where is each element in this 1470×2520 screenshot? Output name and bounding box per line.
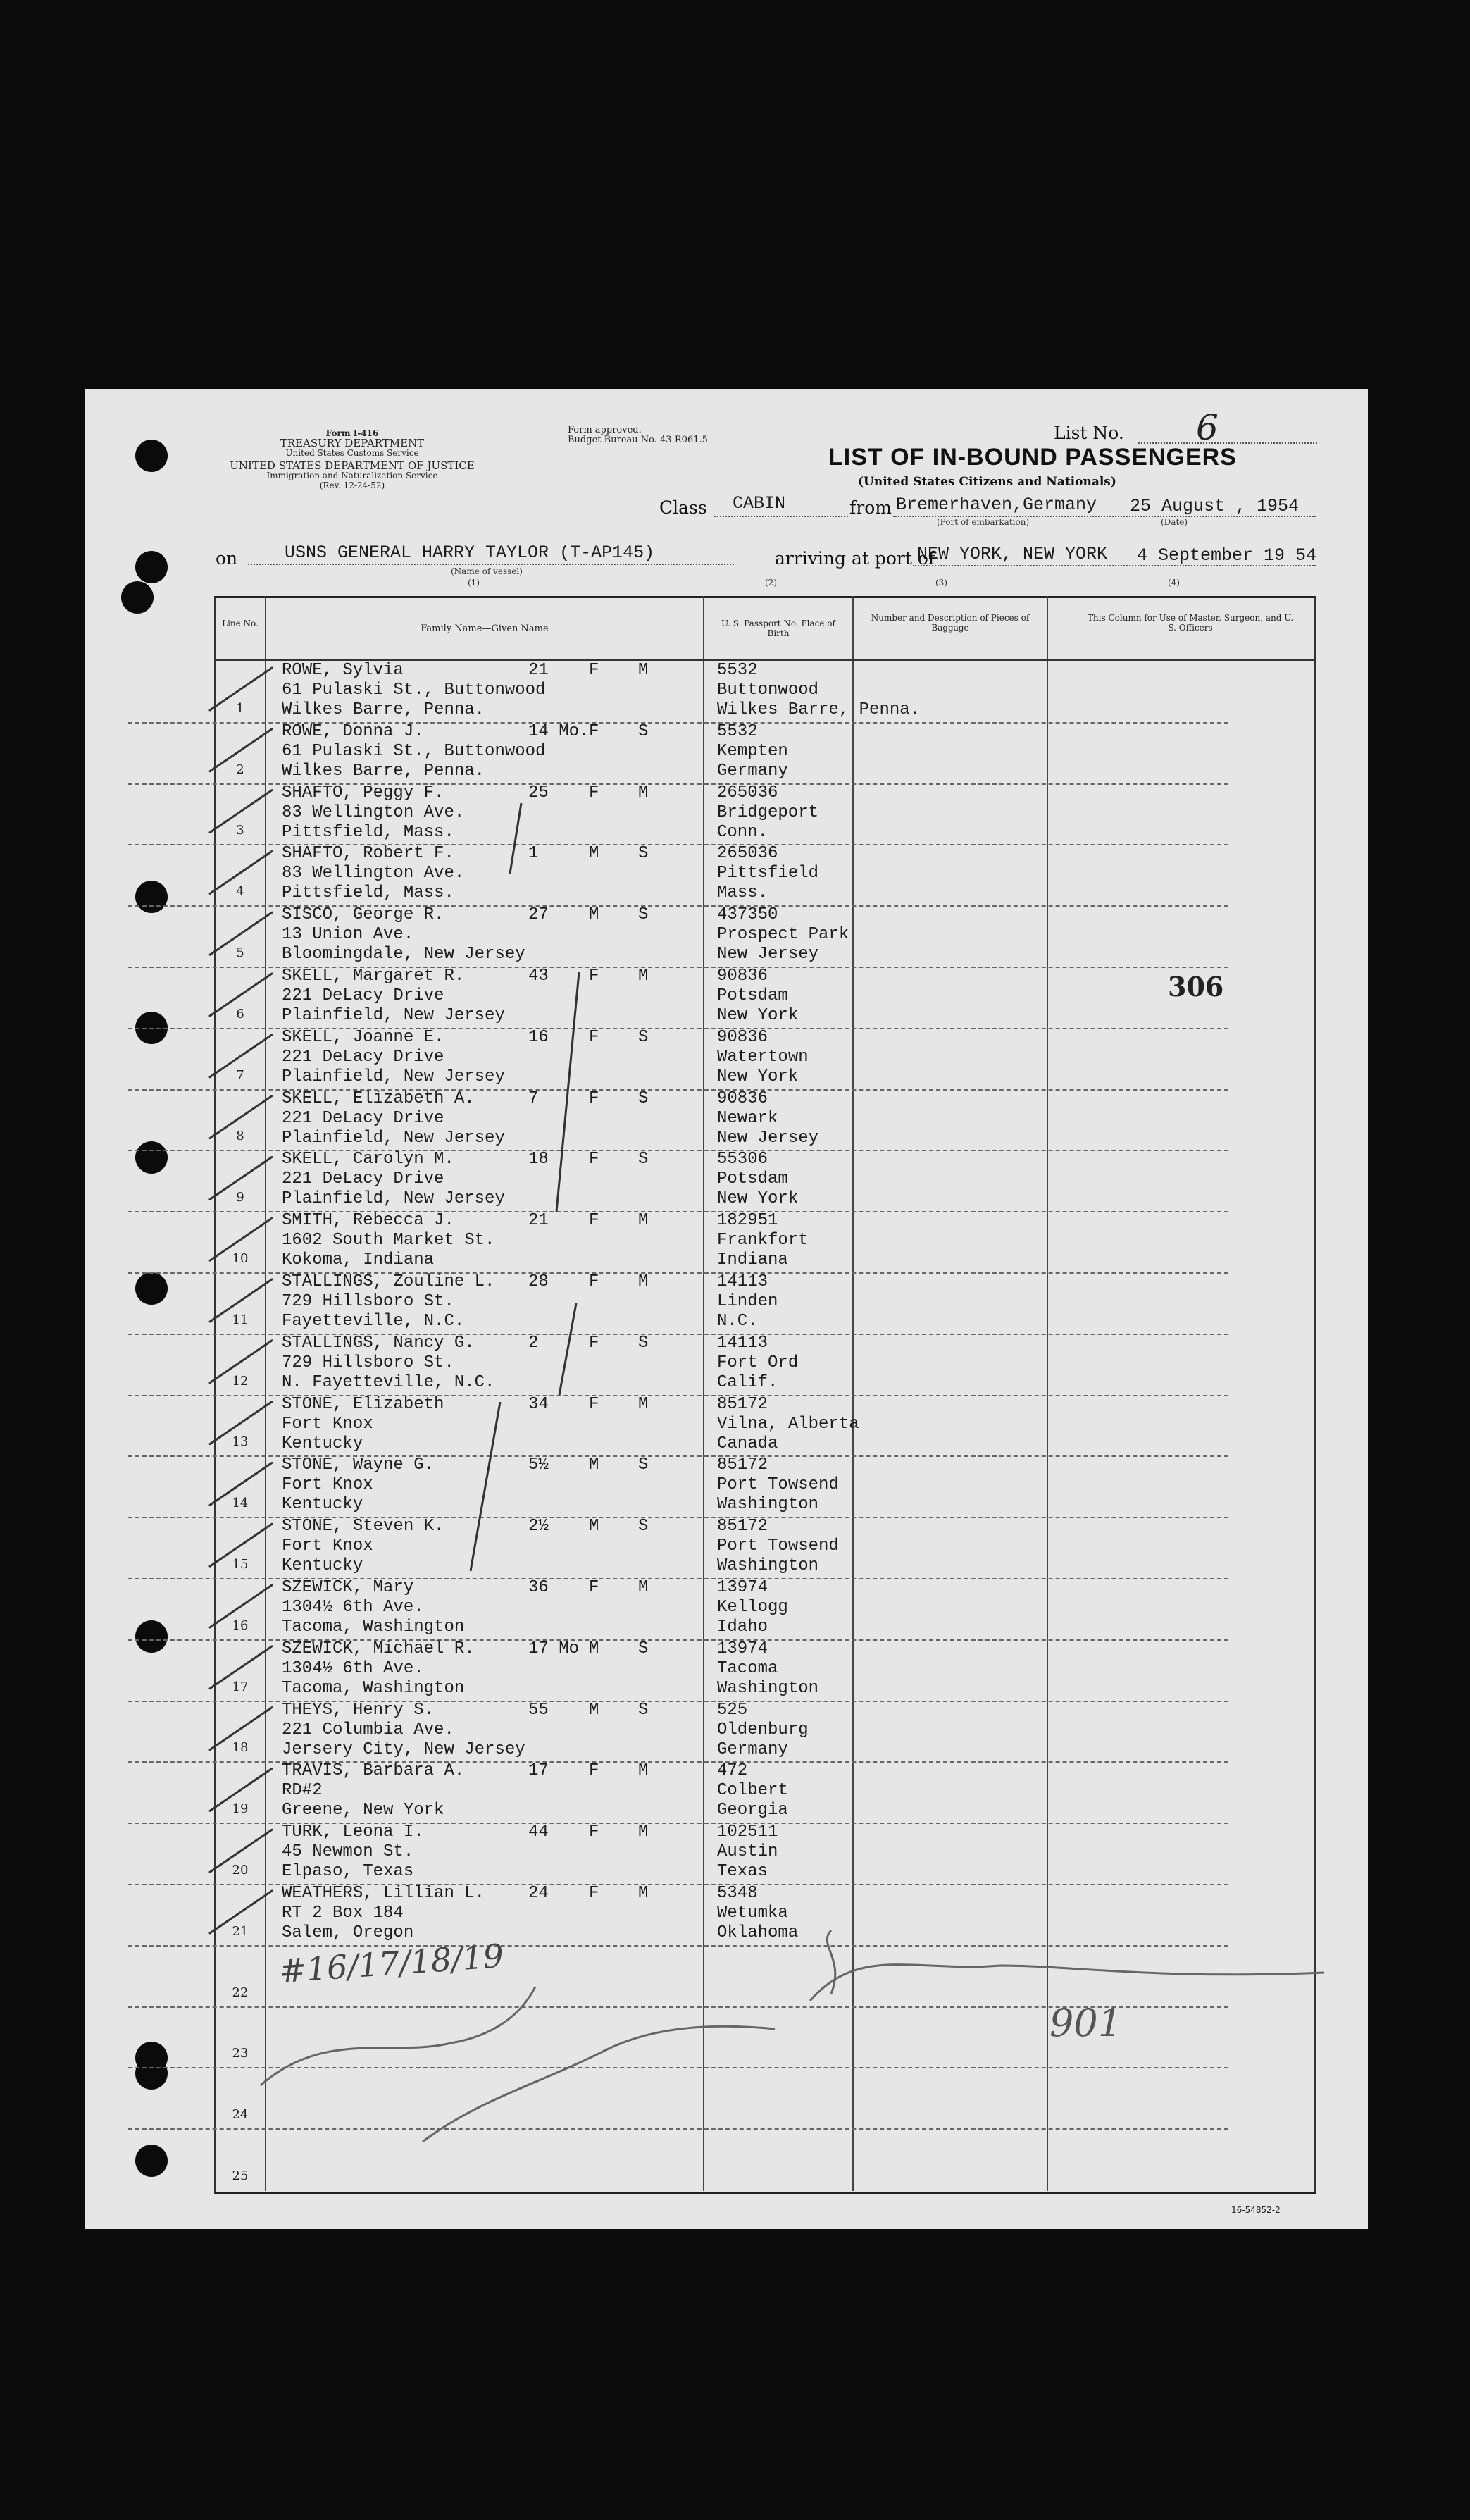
passenger-name: SMITH, Rebecca J. bbox=[282, 1211, 454, 1231]
passenger-age: 17 Mo bbox=[528, 1639, 580, 1658]
birthplace-2: Indiana bbox=[717, 1250, 788, 1270]
birthplace-2: Texas bbox=[717, 1862, 768, 1882]
signature-scrawl bbox=[423, 2026, 775, 2142]
check-mark bbox=[210, 668, 272, 710]
passenger-address-1: 13 Union Ave. bbox=[282, 925, 414, 945]
passport-number: 13974 bbox=[717, 1639, 768, 1658]
passenger-address-1: 61 Pulaski St., Buttonwood bbox=[282, 741, 546, 761]
passenger-age: 1 bbox=[528, 844, 539, 864]
passenger-age: 27 bbox=[528, 905, 549, 925]
line-number: 7 bbox=[236, 1067, 244, 1083]
birthplace-1: Colbert bbox=[717, 1781, 788, 1801]
date-caption: (Date) bbox=[1161, 517, 1188, 527]
passenger-address-2: Kentucky bbox=[282, 1434, 363, 1453]
birthplace-1: Watertown bbox=[717, 1047, 809, 1067]
passenger-address-1: RD#2 bbox=[282, 1781, 323, 1801]
birthplace-2: N.C. bbox=[717, 1312, 758, 1331]
check-mark bbox=[210, 1708, 272, 1750]
check-mark bbox=[210, 1524, 272, 1566]
justice-dept: UNITED STATES DEPARTMENT OF JUSTICE bbox=[230, 459, 475, 472]
passenger-marital: M bbox=[638, 783, 649, 802]
passenger-sex: F bbox=[589, 1823, 599, 1842]
check-mark bbox=[210, 1830, 272, 1872]
passenger-address-1: 221 DeLacy Drive bbox=[282, 1169, 444, 1189]
line-number: 5 bbox=[236, 945, 244, 960]
passenger-address-1: 45 Newmon St. bbox=[282, 1842, 414, 1862]
passport-number: 55306 bbox=[717, 1150, 768, 1169]
from-label: from bbox=[849, 497, 892, 518]
vessel-caption: (Name of vessel) bbox=[451, 566, 523, 576]
passenger-sex: M bbox=[589, 844, 599, 864]
arriving-label: arriving at port of bbox=[775, 548, 935, 569]
line-number: 8 bbox=[236, 1129, 244, 1144]
passenger-marital: S bbox=[638, 1517, 649, 1537]
birthplace-1: Prospect Park bbox=[717, 925, 849, 945]
bracket-mark bbox=[559, 1303, 576, 1395]
birthplace-2: Conn. bbox=[717, 822, 768, 842]
passenger-address-2: Wilkes Barre, Penna. bbox=[282, 700, 485, 719]
check-mark bbox=[210, 1341, 272, 1383]
passenger-age: 44 bbox=[528, 1823, 549, 1842]
passenger-name: SKELL, Joanne E. bbox=[282, 1027, 444, 1047]
col-header-passport: U. S. Passport No. Place of Birth bbox=[721, 619, 835, 638]
birthplace-2: Germany bbox=[717, 1739, 788, 1759]
line-number: 15 bbox=[232, 1557, 249, 1572]
birthplace-1: Potsdam bbox=[717, 1169, 788, 1189]
passport-number: 90836 bbox=[717, 1088, 768, 1108]
vessel-name: USNS GENERAL HARRY TAYLOR (T-AP145) bbox=[285, 542, 655, 563]
passenger-name: STONE, Elizabeth bbox=[282, 1394, 444, 1414]
passenger-sex: M bbox=[589, 1455, 599, 1475]
passenger-address-2: Jersery City, New Jersey bbox=[282, 1739, 525, 1759]
passenger-sex: F bbox=[589, 1027, 599, 1047]
passenger-age: 2 bbox=[528, 1333, 539, 1353]
passenger-sex: F bbox=[589, 783, 599, 802]
passenger-address-1: Fort Knox bbox=[282, 1414, 373, 1434]
passenger-address-2: Kokoma, Indiana bbox=[282, 1250, 435, 1270]
line-number: 17 bbox=[232, 1679, 249, 1694]
line-number: 16 bbox=[232, 1618, 249, 1633]
passenger-address-2: Plainfield, New Jersey bbox=[282, 1128, 505, 1148]
col4-num: (4) bbox=[1168, 578, 1180, 588]
budget-bureau: Budget Bureau No. 43-R061.5 bbox=[568, 435, 708, 445]
signature-scrawl bbox=[810, 1965, 1324, 2001]
class-label: Class bbox=[659, 497, 707, 518]
line-number: 14 bbox=[232, 1496, 249, 1511]
passenger-address-2: Plainfield, New Jersey bbox=[282, 1006, 505, 1025]
birthplace-1: Buttonwood bbox=[717, 681, 819, 700]
birthplace-1: Wetumka bbox=[717, 1904, 788, 1923]
passenger-age: 7 bbox=[528, 1088, 539, 1108]
passenger-age: 14 Mo. bbox=[528, 721, 590, 741]
birthplace-2: New Jersey bbox=[717, 1128, 819, 1148]
passenger-address-1: 221 DeLacy Drive bbox=[282, 1108, 444, 1128]
passenger-marital: S bbox=[638, 721, 649, 741]
check-mark bbox=[210, 851, 272, 893]
passenger-address-1: RT 2 Box 184 bbox=[282, 1904, 404, 1923]
handwritten-code: 901 bbox=[1049, 2001, 1123, 2045]
line-number: 25 bbox=[232, 2168, 249, 2183]
passenger-address-1: 61 Pulaski St., Buttonwood bbox=[282, 681, 546, 700]
col2-num: (2) bbox=[765, 578, 777, 588]
check-mark bbox=[210, 790, 272, 833]
check-mark bbox=[210, 1096, 272, 1138]
passenger-name: THEYS, Henry S. bbox=[282, 1700, 435, 1720]
passenger-marital: M bbox=[638, 1578, 649, 1597]
form-approved: Form approved. bbox=[568, 425, 642, 435]
handwritten-line-note: #16/17/18/19 bbox=[278, 1936, 505, 1991]
arrival-date: 4 September 19 54 bbox=[1137, 545, 1317, 566]
col-header-baggage: Number and Description of Pieces of Baggage bbox=[871, 613, 1030, 633]
birthplace-1: Vilna, Alberta bbox=[717, 1414, 859, 1434]
line-number: 4 bbox=[236, 884, 244, 900]
passenger-name: SZEWICK, Michael R. bbox=[282, 1639, 475, 1658]
passenger-age: 55 bbox=[528, 1700, 549, 1720]
passport-number: 265036 bbox=[717, 844, 778, 864]
col-header-name: Family Name—Given Name bbox=[421, 623, 549, 634]
passenger-sex: M bbox=[589, 1700, 599, 1720]
birthplace-2: New York bbox=[717, 1067, 799, 1086]
passenger-age: 2½ bbox=[528, 1517, 549, 1537]
passport-number: 85172 bbox=[717, 1517, 768, 1537]
passport-number: 13974 bbox=[717, 1578, 768, 1597]
passenger-address-2: Bloomingdale, New Jersey bbox=[282, 945, 525, 964]
passenger-marital: S bbox=[638, 1700, 649, 1720]
line-number: 12 bbox=[232, 1373, 249, 1389]
passenger-name: SKELL, Carolyn M. bbox=[282, 1150, 454, 1169]
passenger-marital: M bbox=[638, 1211, 649, 1231]
treasury-dept: TREASURY DEPARTMENT bbox=[280, 437, 425, 449]
passenger-marital: M bbox=[638, 661, 649, 680]
passenger-address-1: 83 Wellington Ave. bbox=[282, 802, 465, 822]
arrival-port: NEW YORK, NEW YORK bbox=[917, 544, 1108, 564]
from-value: Bremerhaven,Germany bbox=[896, 495, 1097, 515]
class-value: CABIN bbox=[733, 493, 786, 514]
birthplace-2: Mass. bbox=[717, 883, 768, 903]
birthplace-1: Potsdam bbox=[717, 986, 788, 1005]
passport-number: 437350 bbox=[717, 905, 778, 925]
passenger-address-1: 1602 South Market St. bbox=[282, 1231, 495, 1250]
passenger-marital: S bbox=[638, 1027, 649, 1047]
line-number: 22 bbox=[232, 1985, 249, 2000]
footer-code: 16-54852-2 bbox=[1231, 2205, 1281, 2215]
port-caption: (Port of embarkation) bbox=[937, 517, 1030, 527]
passenger-address-2: Kentucky bbox=[282, 1495, 363, 1515]
birthplace-1: Port Towsend bbox=[717, 1537, 839, 1556]
birthplace-2: Idaho bbox=[717, 1618, 768, 1637]
line-number: 21 bbox=[232, 1923, 249, 1939]
passport-number: 5532 bbox=[717, 661, 758, 680]
passport-number: 14113 bbox=[717, 1272, 768, 1291]
passenger-sex: F bbox=[589, 1578, 599, 1597]
passport-number: 90836 bbox=[717, 967, 768, 986]
passenger-name: STONE, Wayne G. bbox=[282, 1455, 435, 1475]
passenger-sex: F bbox=[589, 1394, 599, 1414]
birthplace-1: Linden bbox=[717, 1292, 778, 1311]
passenger-name: WEATHERS, Lillian L. bbox=[282, 1884, 485, 1903]
passenger-sex: F bbox=[589, 1150, 599, 1169]
check-mark bbox=[210, 1891, 272, 1933]
check-mark bbox=[210, 1646, 272, 1689]
col1-num: (1) bbox=[468, 578, 480, 588]
list-no-value: 6 bbox=[1196, 407, 1219, 448]
passenger-sex: F bbox=[589, 1884, 599, 1903]
passenger-address-2: Salem, Oregon bbox=[282, 1923, 414, 1942]
stamp-number: 306 bbox=[1168, 971, 1224, 1003]
passenger-address-1: 729 Hillsboro St. bbox=[282, 1292, 454, 1311]
bracket-mark bbox=[471, 1402, 500, 1571]
passenger-address-1: 83 Wellington Ave. bbox=[282, 864, 465, 883]
passenger-age: 36 bbox=[528, 1578, 549, 1597]
passenger-age: 18 bbox=[528, 1150, 549, 1169]
ins-service: Immigration and Naturalization Service bbox=[266, 471, 438, 480]
birthplace-2: New Jersey bbox=[717, 945, 819, 964]
passport-number: 182951 bbox=[717, 1211, 778, 1231]
page-title: LIST OF IN-BOUND PASSENGERS bbox=[828, 444, 1237, 471]
birthplace-2: Georgia bbox=[717, 1801, 788, 1820]
birthplace-1: Austin bbox=[717, 1842, 778, 1862]
bracket-mark bbox=[510, 803, 521, 874]
passenger-sex: F bbox=[589, 1211, 599, 1231]
birthplace-2: New York bbox=[717, 1006, 799, 1025]
passenger-marital: M bbox=[638, 967, 649, 986]
signature-scrawl bbox=[261, 1987, 535, 2085]
passenger-age: 5½ bbox=[528, 1455, 549, 1475]
birthplace-1: Pittsfield bbox=[717, 864, 819, 883]
passenger-address-1: Fort Knox bbox=[282, 1475, 373, 1495]
list-no-label: List No. bbox=[1054, 423, 1124, 443]
passenger-name: SKELL, Elizabeth A. bbox=[282, 1088, 475, 1108]
passenger-address-1: 1304½ 6th Ave. bbox=[282, 1658, 424, 1678]
passenger-sex: F bbox=[589, 1088, 599, 1108]
birthplace-2: Washington bbox=[717, 1556, 819, 1576]
check-mark bbox=[210, 1218, 272, 1260]
passenger-sex: F bbox=[589, 967, 599, 986]
passenger-address-2: Tacoma, Washington bbox=[282, 1618, 465, 1637]
passenger-address-1: 221 DeLacy Drive bbox=[282, 986, 444, 1005]
line-number: 2 bbox=[236, 762, 244, 777]
line-number: 13 bbox=[232, 1434, 249, 1450]
birthplace-2: Canada bbox=[717, 1434, 778, 1453]
passenger-marital: S bbox=[638, 1455, 649, 1475]
passenger-address-2: Plainfield, New Jersey bbox=[282, 1189, 505, 1209]
passenger-age: 34 bbox=[528, 1394, 549, 1414]
passenger-age: 25 bbox=[528, 783, 549, 802]
passenger-name: STONE, Steven K. bbox=[282, 1517, 444, 1537]
passport-number: 90836 bbox=[717, 1027, 768, 1047]
passenger-age: 24 bbox=[528, 1884, 549, 1903]
line-number: 6 bbox=[236, 1006, 244, 1022]
passenger-name: SHAFTO, Peggy F. bbox=[282, 783, 444, 802]
passport-number: 14113 bbox=[717, 1333, 768, 1353]
passenger-name: SHAFTO, Robert F. bbox=[282, 844, 454, 864]
birthplace-2: Oklahoma bbox=[717, 1923, 799, 1942]
birthplace-2: New York bbox=[717, 1189, 799, 1209]
passenger-marital: S bbox=[638, 1088, 649, 1108]
passenger-sex: F bbox=[589, 721, 599, 741]
line-number: 23 bbox=[232, 2046, 249, 2061]
birthplace-1: Bridgeport bbox=[717, 802, 819, 822]
passenger-age: 43 bbox=[528, 967, 549, 986]
passenger-address-2: N. Fayetteville, N.C. bbox=[282, 1372, 495, 1392]
birthplace-2: Washington bbox=[717, 1495, 819, 1515]
passenger-address-2: Pittsfield, Mass. bbox=[282, 883, 454, 903]
passenger-sex: M bbox=[589, 1639, 599, 1658]
line-number: 19 bbox=[232, 1801, 249, 1817]
passport-number: 265036 bbox=[717, 783, 778, 802]
passenger-address-1: 729 Hillsboro St. bbox=[282, 1353, 454, 1372]
passenger-sex: F bbox=[589, 1272, 599, 1291]
passenger-name: ROWE, Donna J. bbox=[282, 721, 424, 741]
birthplace-2: Germany bbox=[717, 761, 788, 781]
line-number: 24 bbox=[232, 2107, 249, 2123]
passenger-address-2: Fayetteville, N.C. bbox=[282, 1312, 465, 1331]
passenger-address-2: Kentucky bbox=[282, 1556, 363, 1576]
passenger-sex: M bbox=[589, 1517, 599, 1537]
birthplace-1: Kellogg bbox=[717, 1598, 788, 1617]
line-number: 18 bbox=[232, 1740, 249, 1756]
check-mark bbox=[210, 974, 272, 1016]
passport-number: 525 bbox=[717, 1700, 748, 1720]
check-mark bbox=[210, 1402, 272, 1444]
passenger-marital: S bbox=[638, 1150, 649, 1169]
passenger-age: 16 bbox=[528, 1027, 549, 1047]
passenger-marital: S bbox=[638, 844, 649, 864]
passenger-marital: M bbox=[638, 1272, 649, 1291]
line-number: 1 bbox=[236, 700, 244, 716]
check-mark bbox=[210, 1463, 272, 1505]
passenger-name: TRAVIS, Barbara A. bbox=[282, 1761, 465, 1781]
passenger-address-1: Fort Knox bbox=[282, 1537, 373, 1556]
passenger-marital: M bbox=[638, 1761, 649, 1781]
birthplace-1: Frankfort bbox=[717, 1231, 809, 1250]
revision: (Rev. 12-24-52) bbox=[319, 480, 385, 490]
passenger-name: SKELL, Margaret R. bbox=[282, 967, 465, 986]
passenger-address-1: 1304½ 6th Ave. bbox=[282, 1598, 424, 1617]
form-number: Form I-416 bbox=[325, 428, 379, 438]
passenger-name: STALLINGS, Zouline L. bbox=[282, 1272, 495, 1291]
passenger-marital: M bbox=[638, 1884, 649, 1903]
passenger-age: 17 bbox=[528, 1761, 549, 1781]
passenger-address-2: Tacoma, Washington bbox=[282, 1678, 465, 1698]
passenger-age: 21 bbox=[528, 1211, 549, 1231]
customs-service: United States Customs Service bbox=[285, 448, 419, 458]
passenger-marital: M bbox=[638, 1823, 649, 1842]
check-mark bbox=[210, 1279, 272, 1322]
passenger-address-2: Elpaso, Texas bbox=[282, 1862, 414, 1882]
passport-number: 5348 bbox=[717, 1884, 758, 1903]
passport-number: 102511 bbox=[717, 1823, 778, 1842]
line-number: 11 bbox=[232, 1312, 249, 1327]
passenger-name: TURK, Leona I. bbox=[282, 1823, 424, 1842]
passenger-marital: S bbox=[638, 1639, 649, 1658]
birthplace-1: Oldenburg bbox=[717, 1720, 809, 1739]
check-mark bbox=[210, 1585, 272, 1627]
passenger-address-2: Plainfield, New Jersey bbox=[282, 1067, 505, 1086]
bracket-mark bbox=[556, 972, 579, 1212]
passenger-marital: S bbox=[638, 905, 649, 925]
page-subtitle: (United States Citizens and Nationals) bbox=[858, 475, 1116, 489]
passenger-sex: F bbox=[589, 661, 599, 680]
passport-number: 472 bbox=[717, 1761, 748, 1781]
passenger-name: STALLINGS, Nancy G. bbox=[282, 1333, 475, 1353]
passport-number: 5532 bbox=[717, 721, 758, 741]
passenger-age: 28 bbox=[528, 1272, 549, 1291]
line-number: 3 bbox=[236, 823, 244, 838]
passenger-address-1: 221 DeLacy Drive bbox=[282, 1047, 444, 1067]
passenger-sex: F bbox=[589, 1761, 599, 1781]
from-date: 25 August , 1954 bbox=[1130, 496, 1300, 516]
passenger-name: SISCO, George R. bbox=[282, 905, 444, 925]
passport-number: 85172 bbox=[717, 1455, 768, 1475]
birthplace-2: Calif. bbox=[717, 1372, 778, 1392]
birthplace-2: Wilkes Barre, Penna. bbox=[717, 700, 921, 719]
passenger-address-2: Greene, New York bbox=[282, 1801, 444, 1820]
birthplace-1: Kempten bbox=[717, 741, 788, 761]
check-mark bbox=[210, 912, 272, 955]
passenger-sex: M bbox=[589, 905, 599, 925]
col3-num: (3) bbox=[935, 578, 947, 588]
on-label: on bbox=[216, 548, 238, 569]
check-mark bbox=[210, 1035, 272, 1077]
col-header-officers: This Column for Use of Master, Surgeon, and U. S. Officers bbox=[1087, 613, 1294, 633]
birthplace-2: Washington bbox=[717, 1678, 819, 1698]
passenger-marital: M bbox=[638, 1394, 649, 1414]
passenger-name: SZEWICK, Mary bbox=[282, 1578, 414, 1597]
passenger-address-2: Pittsfield, Mass. bbox=[282, 822, 454, 842]
line-number: 9 bbox=[236, 1190, 244, 1205]
check-mark bbox=[210, 729, 272, 771]
line-number: 10 bbox=[232, 1251, 249, 1266]
passenger-age: 21 bbox=[528, 661, 549, 680]
birthplace-1: Newark bbox=[717, 1108, 778, 1128]
passenger-marital: S bbox=[638, 1333, 649, 1353]
passenger-address-1: 221 Columbia Ave. bbox=[282, 1720, 454, 1739]
birthplace-1: Fort Ord bbox=[717, 1353, 799, 1372]
passenger-name: ROWE, Sylvia bbox=[282, 661, 404, 680]
col-header-line-no: Line No. bbox=[222, 619, 259, 628]
check-mark bbox=[210, 1157, 272, 1199]
line-number: 20 bbox=[232, 1863, 249, 1877]
birthplace-1: Port Towsend bbox=[717, 1475, 839, 1495]
passenger-address-2: Wilkes Barre, Penna. bbox=[282, 761, 485, 781]
passenger-sex: F bbox=[589, 1333, 599, 1353]
check-mark bbox=[210, 1768, 272, 1811]
passport-number: 85172 bbox=[717, 1394, 768, 1414]
birthplace-1: Tacoma bbox=[717, 1658, 778, 1678]
